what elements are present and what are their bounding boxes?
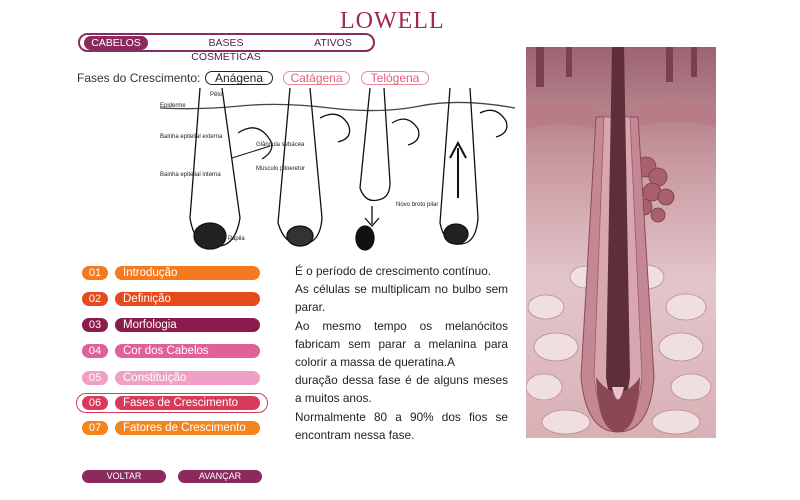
label-epiderme: Epiderme (160, 103, 186, 109)
description-line: É o período de crescimento contínuo. (295, 264, 492, 278)
description-line: As células se multiplicam no bulbo sem parar. (295, 282, 508, 315)
menu-num: 01 (82, 266, 108, 280)
label-bainha-interna: Bainha epitelial interna (160, 172, 221, 178)
hair-follicle-illustration (526, 47, 716, 438)
hair-growth-diagram (160, 88, 515, 254)
brand-logo: LOWELL (340, 8, 445, 34)
menu-num: 02 (82, 292, 108, 306)
menu-label: Fases de Crescimento (115, 396, 260, 410)
back-button[interactable]: VOLTAR (82, 470, 166, 483)
description-line: duração dessa fase é de alguns meses a muitos anos. (295, 373, 508, 406)
menu-label: Definição (115, 292, 260, 306)
description-line: Ao mesmo tempo os melanócitos fabricam sem parar a melanina para colorir a massa de queratina.A (295, 318, 508, 370)
phases-label: Fases do Crescimento: (77, 71, 201, 85)
menu-num: 07 (82, 421, 108, 435)
menu-num: 06 (82, 396, 108, 410)
next-button[interactable]: AVANÇAR (178, 470, 262, 483)
nav-tab-cabelos[interactable]: CABELOS (84, 36, 148, 50)
top-nav (78, 33, 375, 63)
menu-label: Constituição (115, 371, 260, 385)
menu-label: Introdução (115, 266, 260, 280)
phase-catagena[interactable]: Catágena (283, 71, 350, 85)
nav-tab-bases-cosmeticas[interactable]: BASES COSMETICAS (191, 37, 261, 63)
menu-num: 04 (82, 344, 108, 358)
label-novo-broto: Novo broto pilar (396, 202, 439, 208)
label-pelo: Pêlo (210, 92, 223, 98)
menu-label: Cor dos Cabelos (115, 344, 260, 358)
phase-description (295, 262, 508, 444)
menu-num: 05 (82, 371, 108, 385)
menu-label: Morfologia (115, 318, 260, 332)
menu-num: 03 (82, 318, 108, 332)
label-musculo: Músculo piloeretor (256, 166, 306, 172)
phase-telogena[interactable]: Telógena (361, 71, 429, 85)
label-bainha-externa: Bainha epitelial externa (160, 134, 223, 140)
menu-label: Fatores de Crescimento (115, 421, 260, 435)
label-glandula: Glândula sebácea (256, 142, 305, 148)
nav-tab-ativos[interactable]: ATIVOS (314, 37, 352, 49)
label-papila: Papila (228, 236, 245, 242)
phase-anagena[interactable]: Anágena (205, 71, 273, 85)
description-line: Normalmente 80 a 90% dos fios se encontram nessa fase. (295, 409, 508, 442)
